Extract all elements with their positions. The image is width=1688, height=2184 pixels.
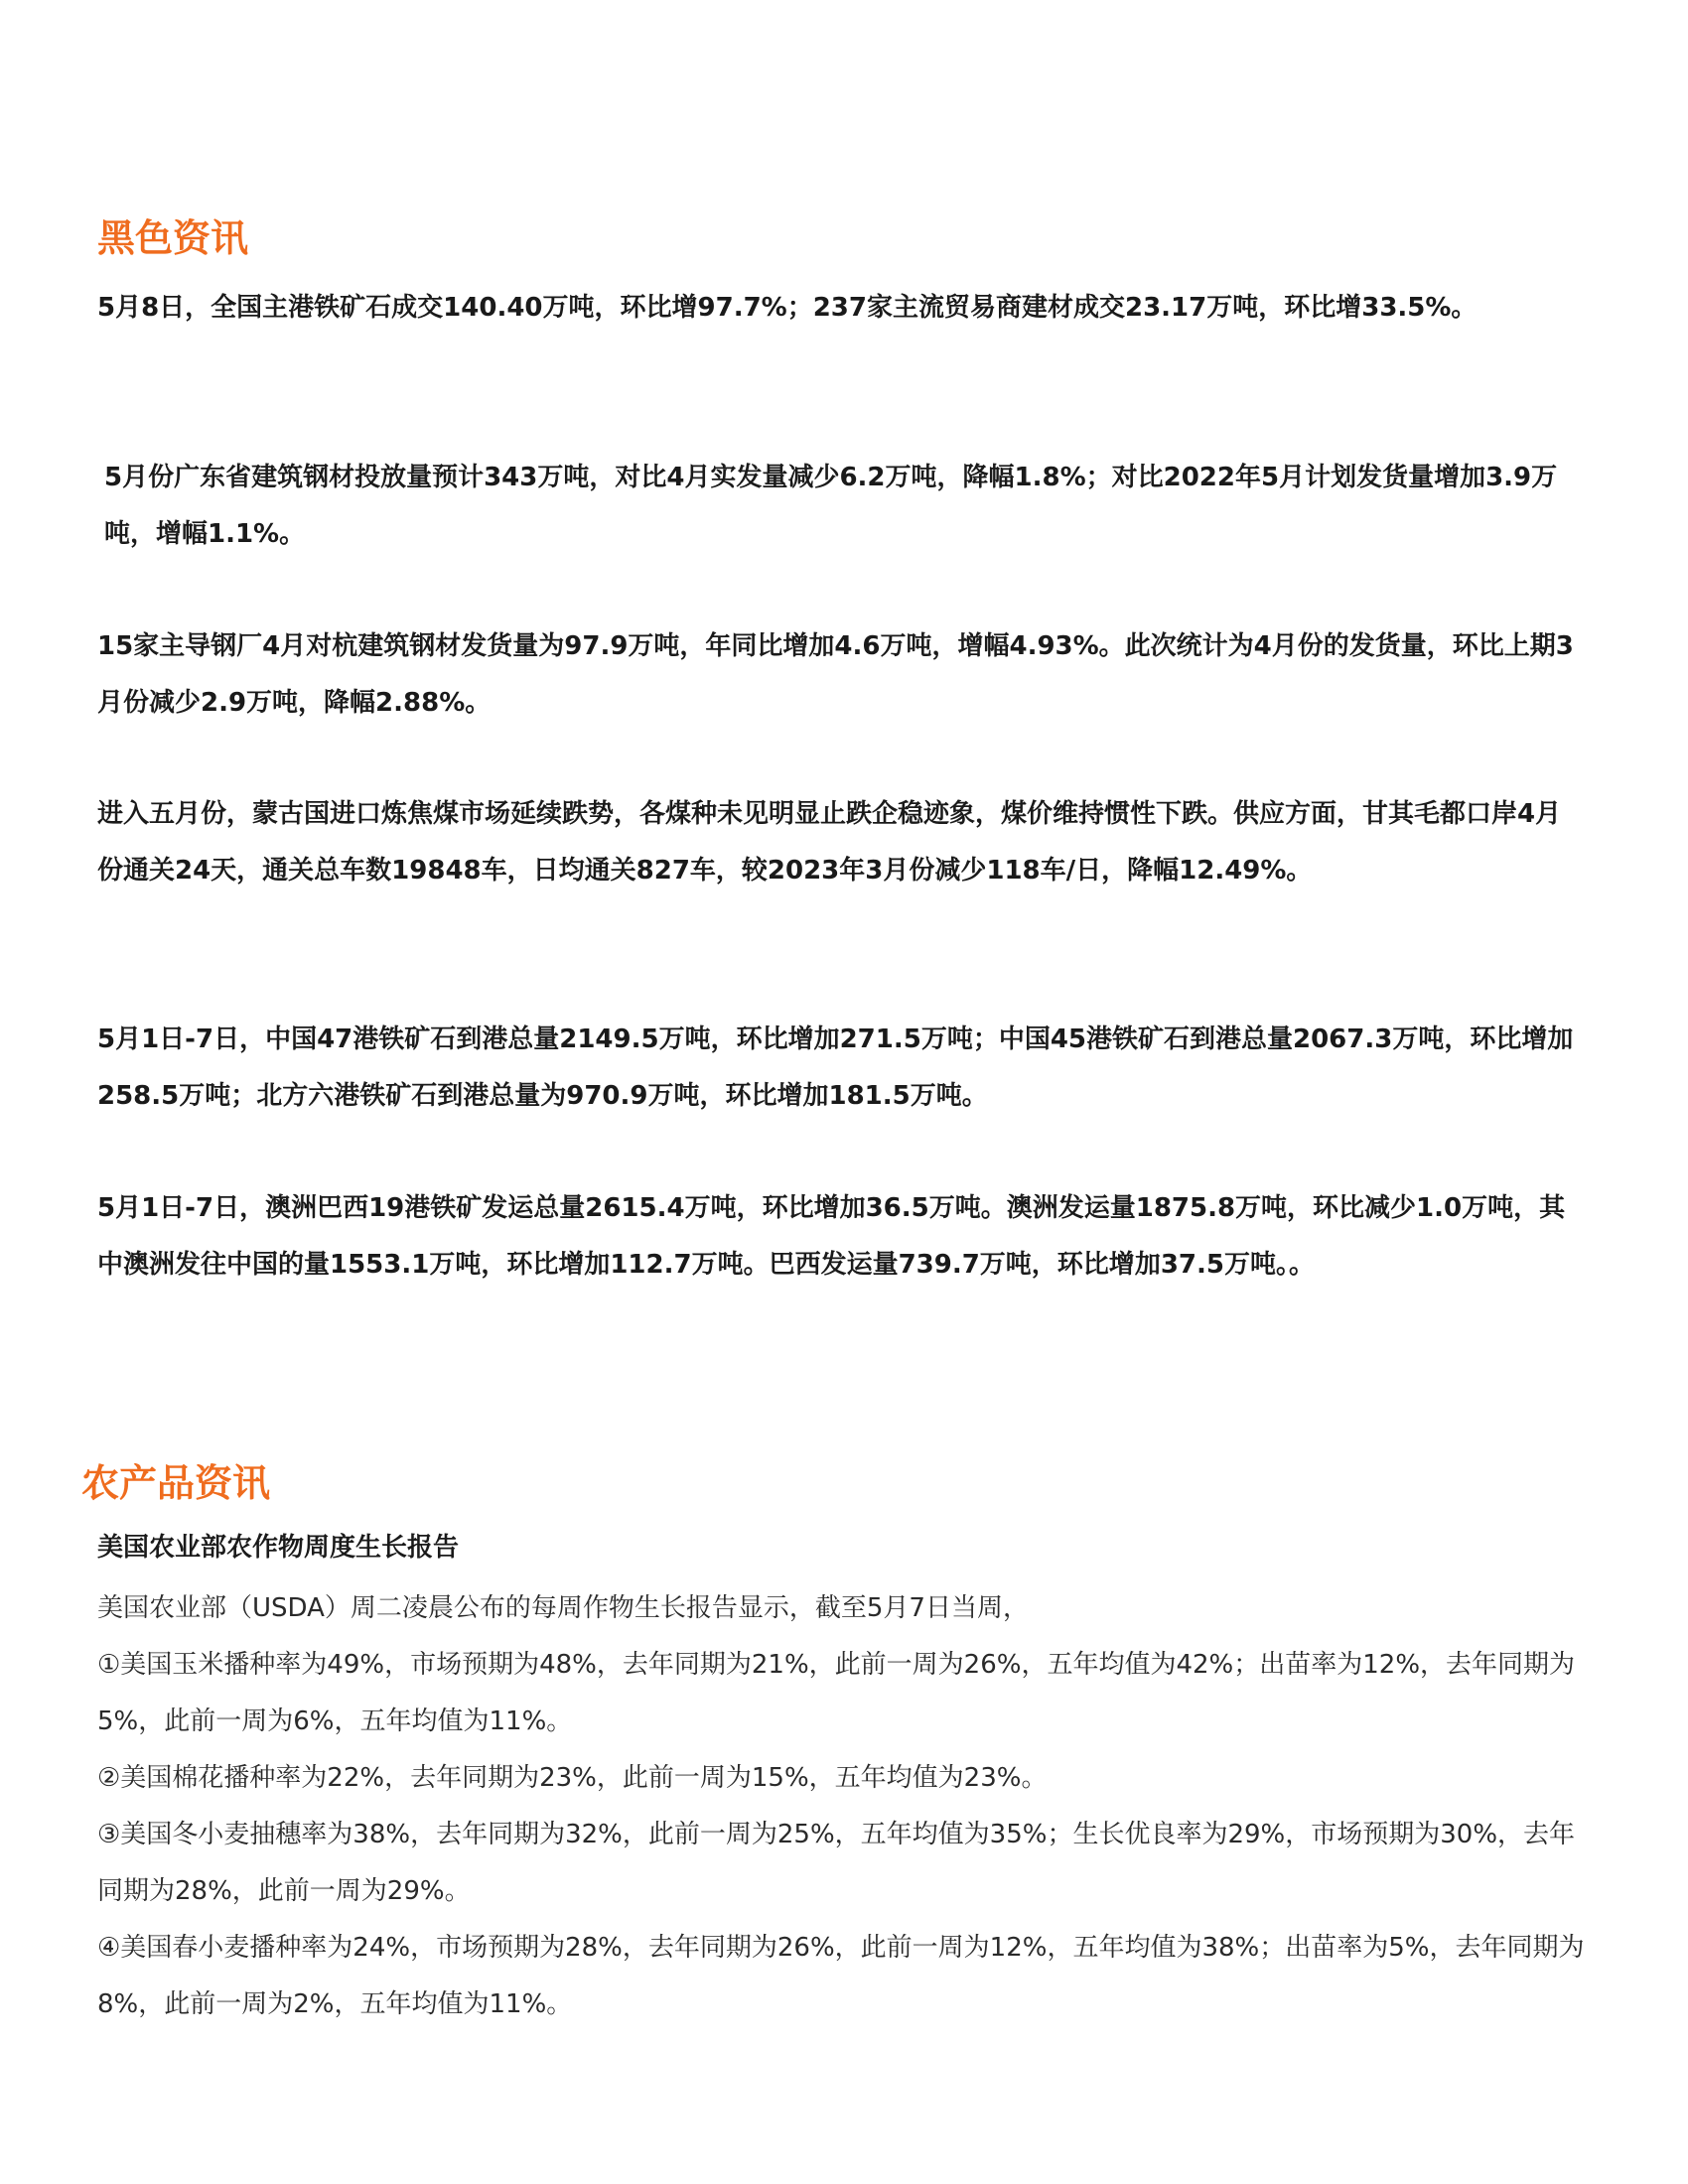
news-paragraph: 5月8日，全国主港铁矿石成交140.40万吨，环比增97.7%；237家主流贸易商建材成交23.17万吨，环比增33.5%。 xyxy=(97,293,1477,323)
news-paragraph: 进入五月份，蒙古国进口炼焦煤市场延续跌势，各煤种未见明显止跌企稳迹象，煤价维持惯性下跌。供应方面，甘其毛都口岸4月份通关24天，通关总车数19848车，日均通关827车，较2023年3月份减少118车/日，降幅12.49%。 xyxy=(97,799,1562,886)
news-paragraph: 5月份广东省建筑钢材投放量预计343万吨，对比4月实发量减少6.2万吨，降幅1.8%；对比2022年5月计划发货量增加3.9万吨，增幅1.1%。 xyxy=(104,463,1558,549)
report-item-cotton: ②美国棉花播种率为22%，去年同期为23%，此前一周为15%，五年均值为23%。 xyxy=(97,1763,1048,1793)
section-heading-agri: 农产品资讯 xyxy=(81,1461,271,1505)
news-paragraph: 5月1日-7日，中国47港铁矿石到港总量2149.5万吨，环比增加271.5万吨；中国45港铁矿石到港总量2067.3万吨，环比增加258.5万吨；北方六港铁矿石到港总量为970.9万吨，环比增加181.5万吨。 xyxy=(97,1024,1574,1111)
report-item-spring-wheat: ④美国春小麦播种率为24%，市场预期为28%，去年同期为26%，此前一周为12%，五年均值为38%；出苗率为5%，去年同期为8%，此前一周为2%，五年均值为11%。 xyxy=(97,1933,1585,2019)
report-body xyxy=(97,1580,1587,2033)
news-paragraph: 15家主导钢厂4月对杭建筑钢材发货量为97.9万吨，年同比增加4.6万吨，增幅4.93%。此次统计为4月份的发货量，环比上期3月份减少2.9万吨，降幅2.88%。 xyxy=(97,631,1574,718)
report-title: 美国农业部农作物周度生长报告 xyxy=(97,1533,460,1563)
report-intro: 美国农业部（USDA）周二凌晨公布的每周作物生长报告显示，截至5月7日当周， xyxy=(97,1593,1029,1623)
report-item-winter-wheat: ③美国冬小麦抽穗率为38%，去年同期为32%，此前一周为25%，五年均值为35%；生长优良率为29%，市场预期为30%，去年同期为28%，此前一周为29%。 xyxy=(97,1820,1576,1906)
news-paragraph: 5月1日-7日，澳洲巴西19港铁矿发运总量2615.4万吨，环比增加36.5万吨。澳洲发运量1875.8万吨，环比减少1.0万吨，其中澳洲发往中国的量1553.1万吨，环比增加112.7万吨。巴西发运量739.7万吨，环比增加37.5万吨。。 xyxy=(97,1193,1566,1280)
section-heading-black: 黑色资讯 xyxy=(97,216,249,260)
report-item-corn: ①美国玉米播种率为49%，市场预期为48%，去年同期为21%，此前一周为26%，五年均值为42%；出苗率为12%，去年同期为5%，此前一周为6%，五年均值为11%。 xyxy=(97,1650,1576,1736)
